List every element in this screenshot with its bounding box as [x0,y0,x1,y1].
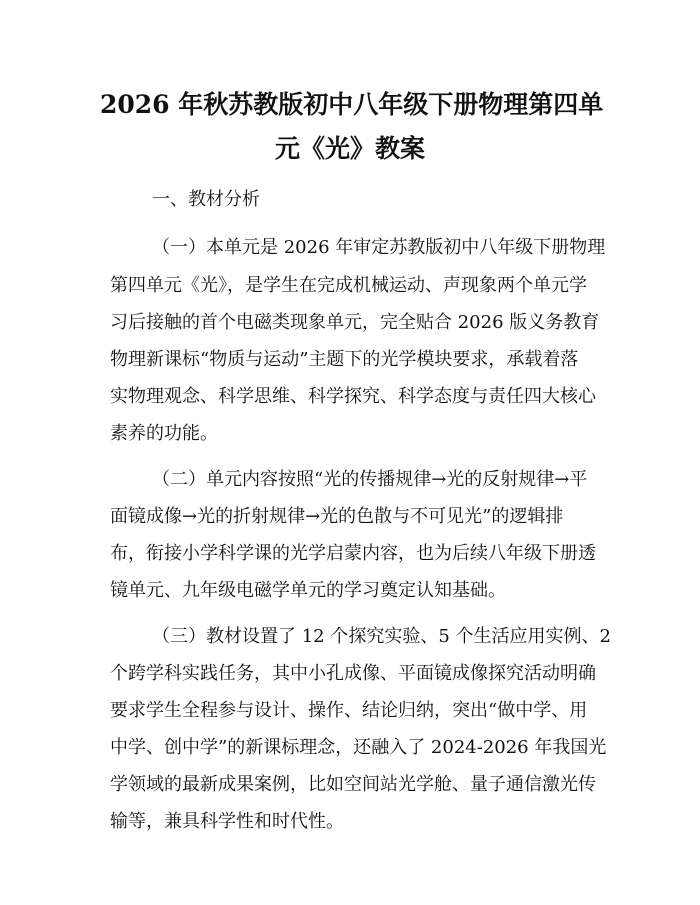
paragraph-3-line-2: 个跨学科实践任务，其中小孔成像、平面镜成像探究活动明确 [110,663,596,684]
paragraph-1-line-5: 实物理观念、科学思维、科学探究、科学态度与责任四大核心 [110,386,596,407]
document-title-line-2: 元《光》教案 [274,134,425,163]
paragraph-2-line-2: 面镜成像→光的折射规律→光的色散与不可见光”的逻辑排 [110,506,564,527]
paragraph-1-line-6: 素养的功能。 [110,423,218,444]
paragraph-1-line-4: 物理新课标“物质与运动”主题下的光学模块要求，承载着落 [110,349,579,370]
document-title-line-1: 2026 年秋苏教版初中八年级下册物理第四单 [100,90,604,119]
paragraph-1-line-2: 第四单元《光》，是学生在完成机械运动、声现象两个单元学 [110,275,587,296]
paragraph-1-line-1: （一）本单元是 2026 年审定苏教版初中八年级下册物理 [152,237,606,258]
paragraph-1-line-3: 习后接触的首个电磁类现象单元，完全贴合 2026 版义务教育 [110,312,600,333]
paragraph-3-line-6: 输等，兼具科学性和时代性。 [110,811,344,832]
paragraph-3-line-4: 中学、创中学”的新课标理念，还融入了 2024-2026 年我国光 [110,737,607,758]
paragraph-3-line-3: 要求学生全程参与设计、操作、结论归纳，突出“做中学、用 [110,700,588,721]
paragraph-2-line-4: 镜单元、九年级电磁学单元的学习奠定认知基础。 [110,580,506,601]
paragraph-3-line-1: （三）教材设置了 12 个探究实验、5 个生活应用实例、2 [152,626,611,647]
paragraph-2-line-3: 布，衔接小学科学课的光学启蒙内容，也为后续八年级下册透 [110,543,596,564]
paragraph-2-line-1: （二）单元内容按照“光的传播规律→光的反射规律→平 [152,469,588,490]
paragraph-3-line-5: 学领域的最新成果案例，比如空间站光学舱、量子通信激光传 [110,774,596,795]
section-heading: 一、教材分析 [152,189,260,210]
